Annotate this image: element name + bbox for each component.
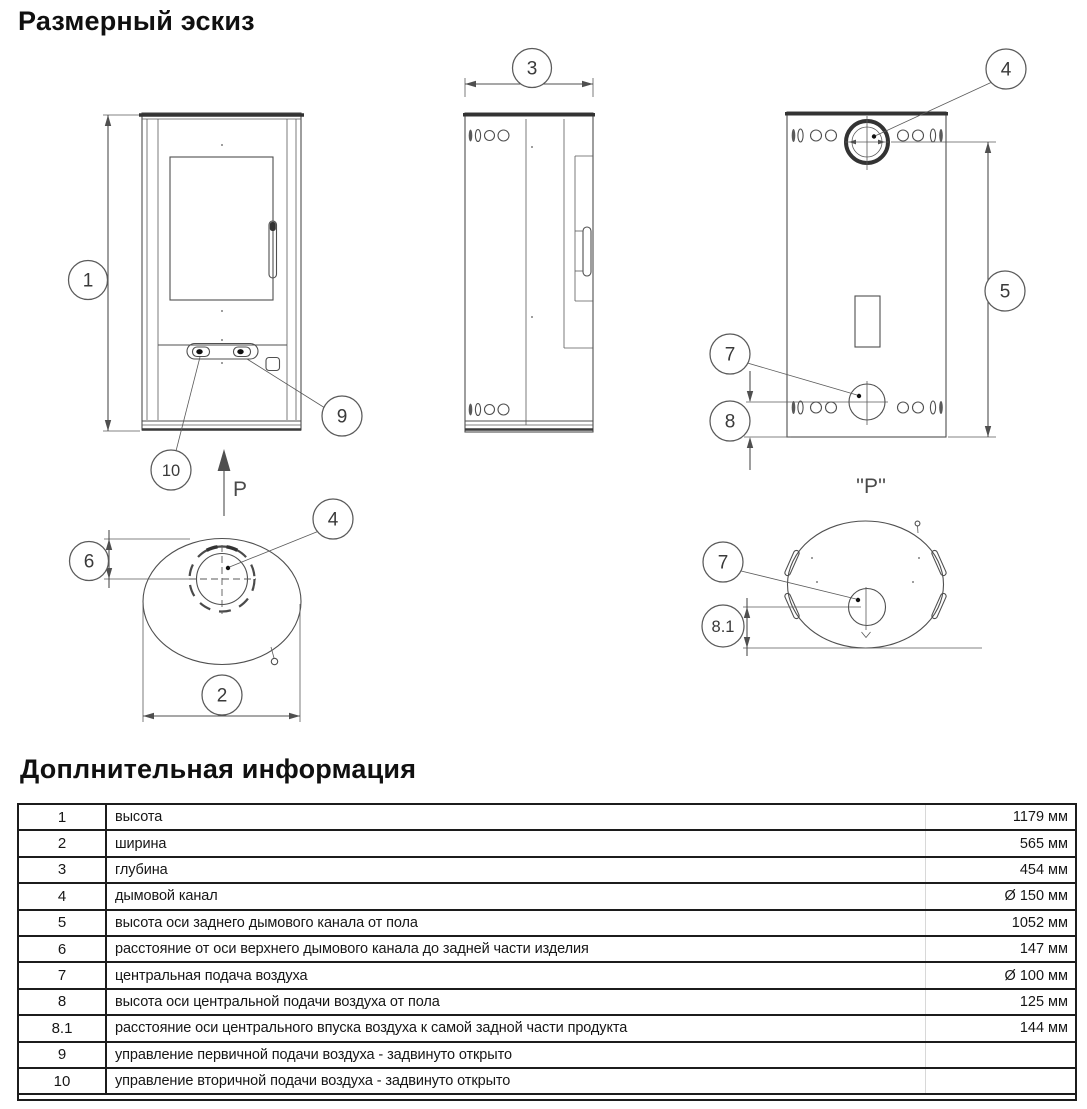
table-row	[19, 961, 1075, 987]
svg-text:4: 4	[1000, 59, 1012, 81]
p-direction-arrow	[218, 449, 247, 516]
svg-text:8: 8	[724, 411, 736, 433]
row-value: 565 мм	[925, 831, 1075, 855]
svg-text:7: 7	[724, 344, 736, 366]
row-label: ширина	[115, 835, 167, 852]
row-number: 4	[19, 884, 107, 908]
row-value: 454 мм	[925, 858, 1075, 882]
row-label: высота оси заднего дымового канала от пола	[115, 914, 418, 931]
front-view	[69, 113, 363, 516]
pull-pin	[271, 658, 277, 664]
svg-text:7: 7	[717, 552, 729, 574]
balloon-width	[202, 675, 242, 715]
row-value: Ø 150 мм	[925, 884, 1075, 908]
table-row	[19, 856, 1075, 882]
balloon-air-rear-offset	[702, 605, 744, 647]
row-value: 147 мм	[925, 937, 1075, 961]
table-row	[19, 935, 1075, 961]
balloon-secondary-air	[151, 450, 191, 490]
balloon-air-height	[710, 401, 750, 441]
row-label: высота оси центральной подачи воздуха от пола	[115, 993, 440, 1010]
spec-table	[17, 803, 1077, 1101]
p-view-label: ''P''	[855, 475, 887, 498]
row-value	[925, 1069, 1075, 1093]
row-number: 8	[19, 990, 107, 1014]
svg-text:8.1: 8.1	[711, 618, 735, 636]
row-label: дымовой канал	[115, 888, 218, 905]
side-door-handle	[583, 227, 591, 276]
svg-text:2: 2	[216, 685, 228, 707]
table-row	[19, 829, 1075, 855]
balloon-air-bottom	[703, 542, 743, 582]
table-row	[19, 805, 1075, 829]
row-label: управление первичной подачи воздуха - задвинуто открыто	[115, 1046, 512, 1063]
bottom-p-view	[702, 475, 982, 656]
row-value: 1052 мм	[925, 911, 1075, 935]
balloon-primary-air	[322, 396, 362, 436]
row-label: высота	[115, 809, 163, 826]
balloon-depth	[513, 49, 552, 88]
table-bottom-stub	[19, 1093, 1075, 1099]
stove-door-glass	[170, 157, 273, 300]
bottom-pin	[915, 521, 920, 526]
table-row	[19, 882, 1075, 908]
balloon-height	[69, 261, 108, 300]
table-row	[19, 909, 1075, 935]
row-label: управление вторичной подачи воздуха - задвинуто открыто	[115, 1073, 511, 1090]
svg-text:5: 5	[999, 281, 1011, 303]
table-row	[19, 988, 1075, 1014]
row-label: центральная подача воздуха	[115, 967, 308, 984]
row-number: 1	[19, 805, 107, 829]
row-value	[925, 1043, 1075, 1067]
back-view	[710, 49, 1026, 470]
table-row	[19, 1041, 1075, 1067]
row-number: 7	[19, 963, 107, 987]
svg-text:3: 3	[526, 58, 538, 80]
section-title: Доплнительная информация	[20, 754, 417, 784]
balloon-flue-rear-offset	[70, 542, 109, 581]
table-row	[19, 1014, 1075, 1040]
p-arrow-label: P	[232, 478, 248, 501]
balloon-flue-back	[986, 49, 1026, 89]
row-label: расстояние оси центрального впуска воздуха к самой задной части продукта	[115, 1020, 628, 1037]
row-value: Ø 100 мм	[925, 963, 1075, 987]
row-value: 144 мм	[925, 1016, 1075, 1040]
balloon-flue-top	[313, 499, 353, 539]
balloon-rear-flue-height	[985, 271, 1025, 311]
row-number: 8.1	[19, 1016, 107, 1040]
svg-text:9: 9	[336, 406, 348, 428]
row-number: 9	[19, 1043, 107, 1067]
row-label: расстояние от оси верхнего дымового канала до задней части изделия	[115, 941, 589, 958]
row-value: 125 мм	[925, 990, 1075, 1014]
table-row	[19, 1067, 1075, 1093]
row-number: 3	[19, 858, 107, 882]
row-number: 5	[19, 911, 107, 935]
svg-text:10: 10	[161, 462, 181, 480]
row-label: глубина	[115, 861, 168, 878]
row-number: 6	[19, 937, 107, 961]
svg-text:4: 4	[327, 509, 339, 531]
row-number: 2	[19, 831, 107, 855]
bottom-plate	[788, 521, 944, 648]
page-title: Размерный эскиз	[18, 6, 255, 36]
side-view	[463, 49, 595, 433]
top-view	[70, 499, 354, 722]
balloon-air-back	[710, 334, 750, 374]
row-value: 1179 мм	[925, 805, 1075, 829]
svg-text:1: 1	[82, 270, 94, 292]
row-number: 10	[19, 1069, 107, 1093]
svg-text:6: 6	[83, 551, 95, 573]
